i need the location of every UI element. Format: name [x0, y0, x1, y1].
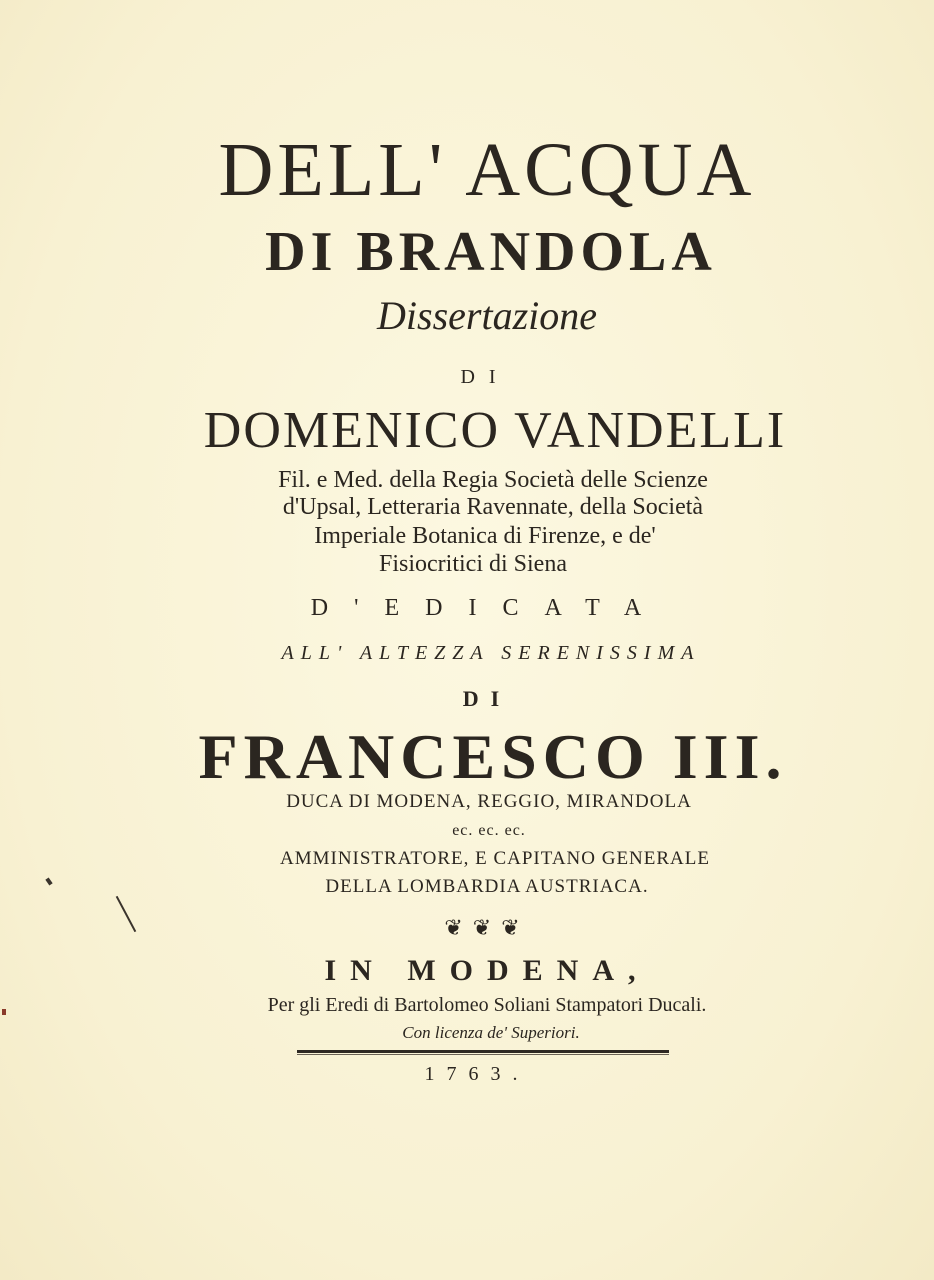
divider-rule-thin: [297, 1054, 669, 1055]
dedication-to: ALL' ALTEZZA SERENISSIMA: [281, 642, 701, 664]
imprint-license: Con licenza de' Superiori.: [402, 1023, 580, 1042]
dedicatee-title-line: ec. ec. ec.: [452, 822, 526, 839]
publication-year: 1763.: [424, 1063, 530, 1085]
of-label: DI: [462, 686, 512, 711]
dedicatee-name: FRANCESCO III.: [198, 721, 788, 792]
imprint-place: IN MODENA,: [324, 954, 650, 987]
author-credentials-line: d'Upsal, Letteraria Ravennate, della Società: [282, 494, 704, 520]
title-line-1: DELL' ACQUA: [218, 128, 756, 212]
title-line-2: DI BRANDOLA: [265, 221, 717, 283]
dedicatee-title-line: DELLA LOMBARDIA AUSTRIACA.: [325, 876, 649, 897]
dedicatee-title-line: AMMINISTRATORE, E CAPITANO GENERALE: [279, 848, 710, 869]
by-label: DI: [460, 366, 510, 388]
divider-rule: [297, 1050, 669, 1053]
author-credentials-line: Imperiale Botanica di Firenze, e de': [314, 523, 656, 549]
fleuron-ornament-icon: ❦❦❦: [444, 915, 530, 940]
subtitle: Dissertazione: [377, 293, 597, 338]
author-name: DOMENICO VANDELLI: [203, 402, 787, 459]
margin-mark: [2, 1009, 6, 1015]
author-credentials-line: Fisiocritici di Siena: [379, 551, 567, 577]
dedicatee-title-line: DUCA DI MODENA, REGGIO, MIRANDOLA: [286, 791, 692, 812]
author-credentials-line: Fil. e Med. della Regia Società delle Scienze: [278, 467, 708, 493]
dedication-heading: D'EDICATA: [310, 595, 668, 621]
imprint-printer: Per gli Eredi di Bartolomeo Soliani Stampatori Ducali.: [267, 994, 707, 1016]
